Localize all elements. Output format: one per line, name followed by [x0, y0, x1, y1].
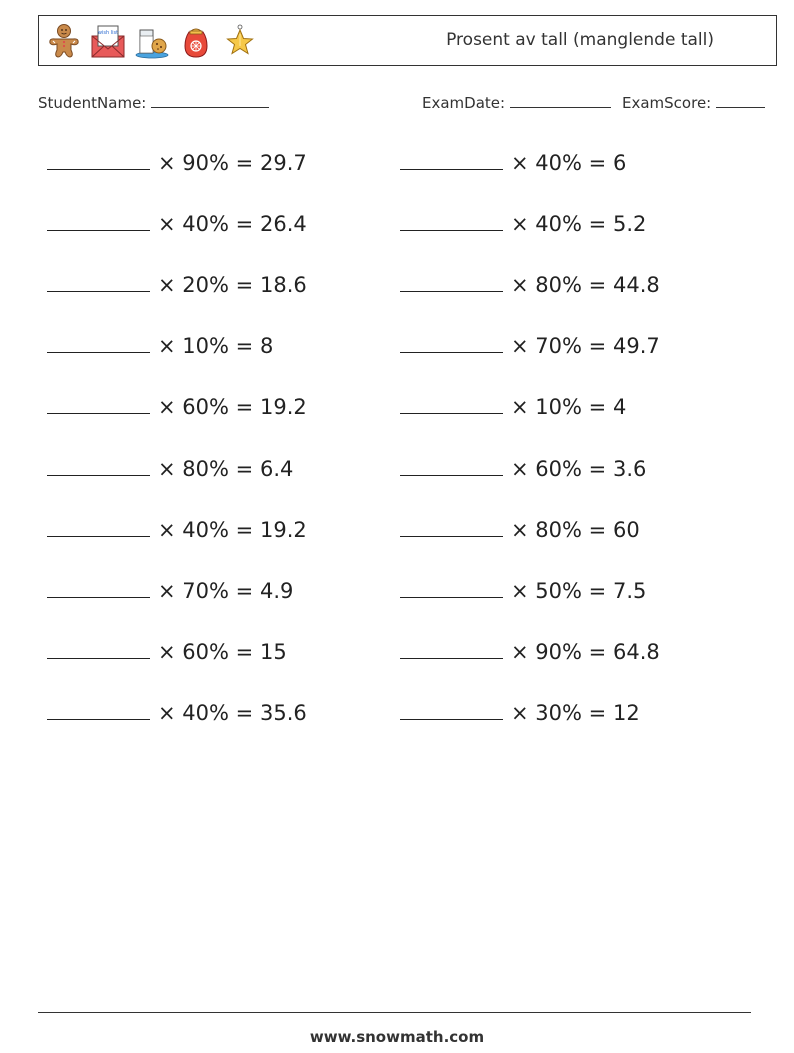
result-value: 49.7: [612, 334, 660, 359]
result-value: 15: [259, 639, 287, 664]
times-operator: ×: [158, 273, 176, 298]
problem-item: [47, 209, 307, 239]
percent-value: 60%: [535, 456, 582, 481]
equals-sign: =: [588, 700, 607, 725]
equals-sign: =: [235, 578, 254, 603]
times-operator: ×: [158, 517, 176, 542]
result-value: 19.2: [259, 395, 307, 420]
equals-sign: =: [588, 517, 607, 542]
percent-value: 90%: [535, 639, 582, 664]
result-value: 26.4: [259, 212, 307, 237]
wish-list-envelope-icon: [89, 22, 127, 60]
times-operator: ×: [511, 456, 529, 481]
equals-sign: =: [588, 395, 607, 420]
exam-date-blank[interactable]: [510, 92, 611, 108]
problem-item: [47, 515, 307, 545]
problem-item: [400, 576, 646, 606]
answer-blank[interactable]: [47, 332, 150, 353]
result-value: 19.2: [259, 517, 307, 542]
equals-sign: =: [235, 151, 254, 175]
times-operator: ×: [511, 212, 529, 237]
exam-score-label: ExamScore:: [622, 94, 712, 112]
result-value: 35.6: [259, 700, 307, 725]
answer-blank[interactable]: [47, 577, 150, 598]
exam-date-field[interactable]: [422, 92, 611, 112]
percent-value: 40%: [182, 517, 229, 542]
answer-blank[interactable]: [47, 149, 150, 170]
santa-sack-icon: [177, 22, 215, 60]
result-value: 5.2: [612, 212, 647, 237]
result-value: 3.6: [612, 456, 647, 481]
exam-date-label: ExamDate:: [422, 94, 506, 112]
percent-value: 40%: [535, 212, 582, 237]
answer-blank[interactable]: [47, 638, 150, 659]
percent-value: 80%: [535, 273, 582, 298]
times-operator: ×: [511, 395, 529, 420]
equals-sign: =: [588, 273, 607, 298]
equals-sign: =: [588, 456, 607, 481]
answer-blank[interactable]: [400, 638, 503, 659]
problem-item: [47, 637, 287, 667]
problem-item: [400, 515, 640, 545]
exam-score-field[interactable]: [622, 92, 765, 112]
times-operator: ×: [158, 151, 176, 175]
percent-value: 40%: [182, 700, 229, 725]
equals-sign: =: [235, 212, 254, 237]
result-value: 44.8: [612, 273, 660, 298]
gingerbread-man-icon: [45, 22, 83, 60]
problem-item: [47, 270, 307, 300]
problem-item: [47, 698, 307, 728]
equals-sign: =: [588, 578, 607, 603]
student-name-blank[interactable]: [151, 92, 269, 108]
times-operator: ×: [511, 334, 529, 359]
equals-sign: =: [235, 273, 254, 298]
result-value: 60: [612, 517, 640, 542]
percent-value: 40%: [535, 151, 582, 175]
page-title: Prosent av tall (manglende tall): [446, 30, 714, 50]
student-name-field[interactable]: [38, 92, 269, 112]
answer-blank[interactable]: [47, 393, 150, 414]
result-value: 6: [612, 151, 627, 175]
header-box: [38, 15, 777, 66]
equals-sign: =: [235, 395, 254, 420]
result-value: 8: [259, 334, 274, 359]
problem-item: [47, 148, 307, 178]
equals-sign: =: [588, 334, 607, 359]
percent-value: 60%: [182, 639, 229, 664]
times-operator: ×: [158, 395, 176, 420]
exam-score-blank[interactable]: [716, 92, 765, 108]
problem-item: [400, 209, 646, 239]
percent-value: 60%: [182, 395, 229, 420]
result-value: 12: [612, 700, 640, 725]
answer-blank[interactable]: [400, 455, 503, 476]
problem-item: [400, 270, 660, 300]
problem-item: [400, 637, 660, 667]
problem-item: [47, 331, 273, 361]
answer-blank[interactable]: [47, 699, 150, 720]
answer-blank[interactable]: [400, 149, 503, 170]
equals-sign: =: [235, 639, 254, 664]
times-operator: ×: [158, 578, 176, 603]
percent-value: 30%: [535, 700, 582, 725]
footer-divider: [38, 1012, 751, 1013]
problem-item: [400, 454, 646, 484]
answer-blank[interactable]: [47, 271, 150, 292]
problem-item: [400, 392, 626, 422]
answer-blank[interactable]: [47, 516, 150, 537]
equals-sign: =: [588, 151, 607, 175]
problem-item: [400, 148, 626, 178]
christmas-star-icon: [221, 22, 259, 60]
result-value: 7.5: [612, 578, 647, 603]
answer-blank[interactable]: [47, 210, 150, 231]
equals-sign: =: [235, 700, 254, 725]
result-value: 64.8: [612, 639, 660, 664]
problem-item: [47, 576, 293, 606]
answer-blank[interactable]: [400, 516, 503, 537]
percent-value: 90%: [182, 151, 229, 175]
answer-blank[interactable]: [400, 332, 503, 353]
times-operator: ×: [511, 700, 529, 725]
percent-value: 80%: [182, 456, 229, 481]
times-operator: ×: [158, 639, 176, 664]
answer-blank[interactable]: [400, 271, 503, 292]
times-operator: ×: [158, 212, 176, 237]
result-value: 18.6: [259, 273, 307, 298]
times-operator: ×: [158, 334, 176, 359]
percent-value: 10%: [535, 395, 582, 420]
wish-list-text: wish list: [97, 30, 119, 36]
answer-blank[interactable]: [47, 455, 150, 476]
percent-value: 40%: [182, 212, 229, 237]
answer-blank[interactable]: [400, 210, 503, 231]
problem-item: [400, 331, 660, 361]
answer-blank[interactable]: [400, 699, 503, 720]
footer-url: www.snowmath.com: [309, 1028, 485, 1046]
times-operator: ×: [511, 578, 529, 603]
percent-value: 80%: [535, 517, 582, 542]
equals-sign: =: [235, 334, 254, 359]
problem-item: [47, 392, 307, 422]
result-value: 29.7: [259, 151, 307, 175]
header-icons: [45, 22, 259, 60]
problem-item: [47, 454, 293, 484]
answer-blank[interactable]: [400, 393, 503, 414]
percent-value: 70%: [182, 578, 229, 603]
equals-sign: =: [588, 639, 607, 664]
times-operator: ×: [158, 456, 176, 481]
problem-item: [400, 698, 640, 728]
result-value: 4: [612, 395, 627, 420]
times-operator: ×: [158, 700, 176, 725]
student-name-label: StudentName:: [38, 94, 147, 112]
times-operator: ×: [511, 639, 529, 664]
equals-sign: =: [588, 212, 607, 237]
percent-value: 10%: [182, 334, 229, 359]
result-value: 4.9: [259, 578, 294, 603]
milk-and-cookies-icon: [133, 22, 171, 60]
result-value: 6.4: [259, 456, 294, 481]
equals-sign: =: [235, 517, 254, 542]
times-operator: ×: [511, 151, 529, 175]
percent-value: 20%: [182, 273, 229, 298]
percent-value: 70%: [535, 334, 582, 359]
equals-sign: =: [235, 456, 254, 481]
times-operator: ×: [511, 517, 529, 542]
percent-value: 50%: [535, 578, 582, 603]
times-operator: ×: [511, 273, 529, 298]
answer-blank[interactable]: [400, 577, 503, 598]
